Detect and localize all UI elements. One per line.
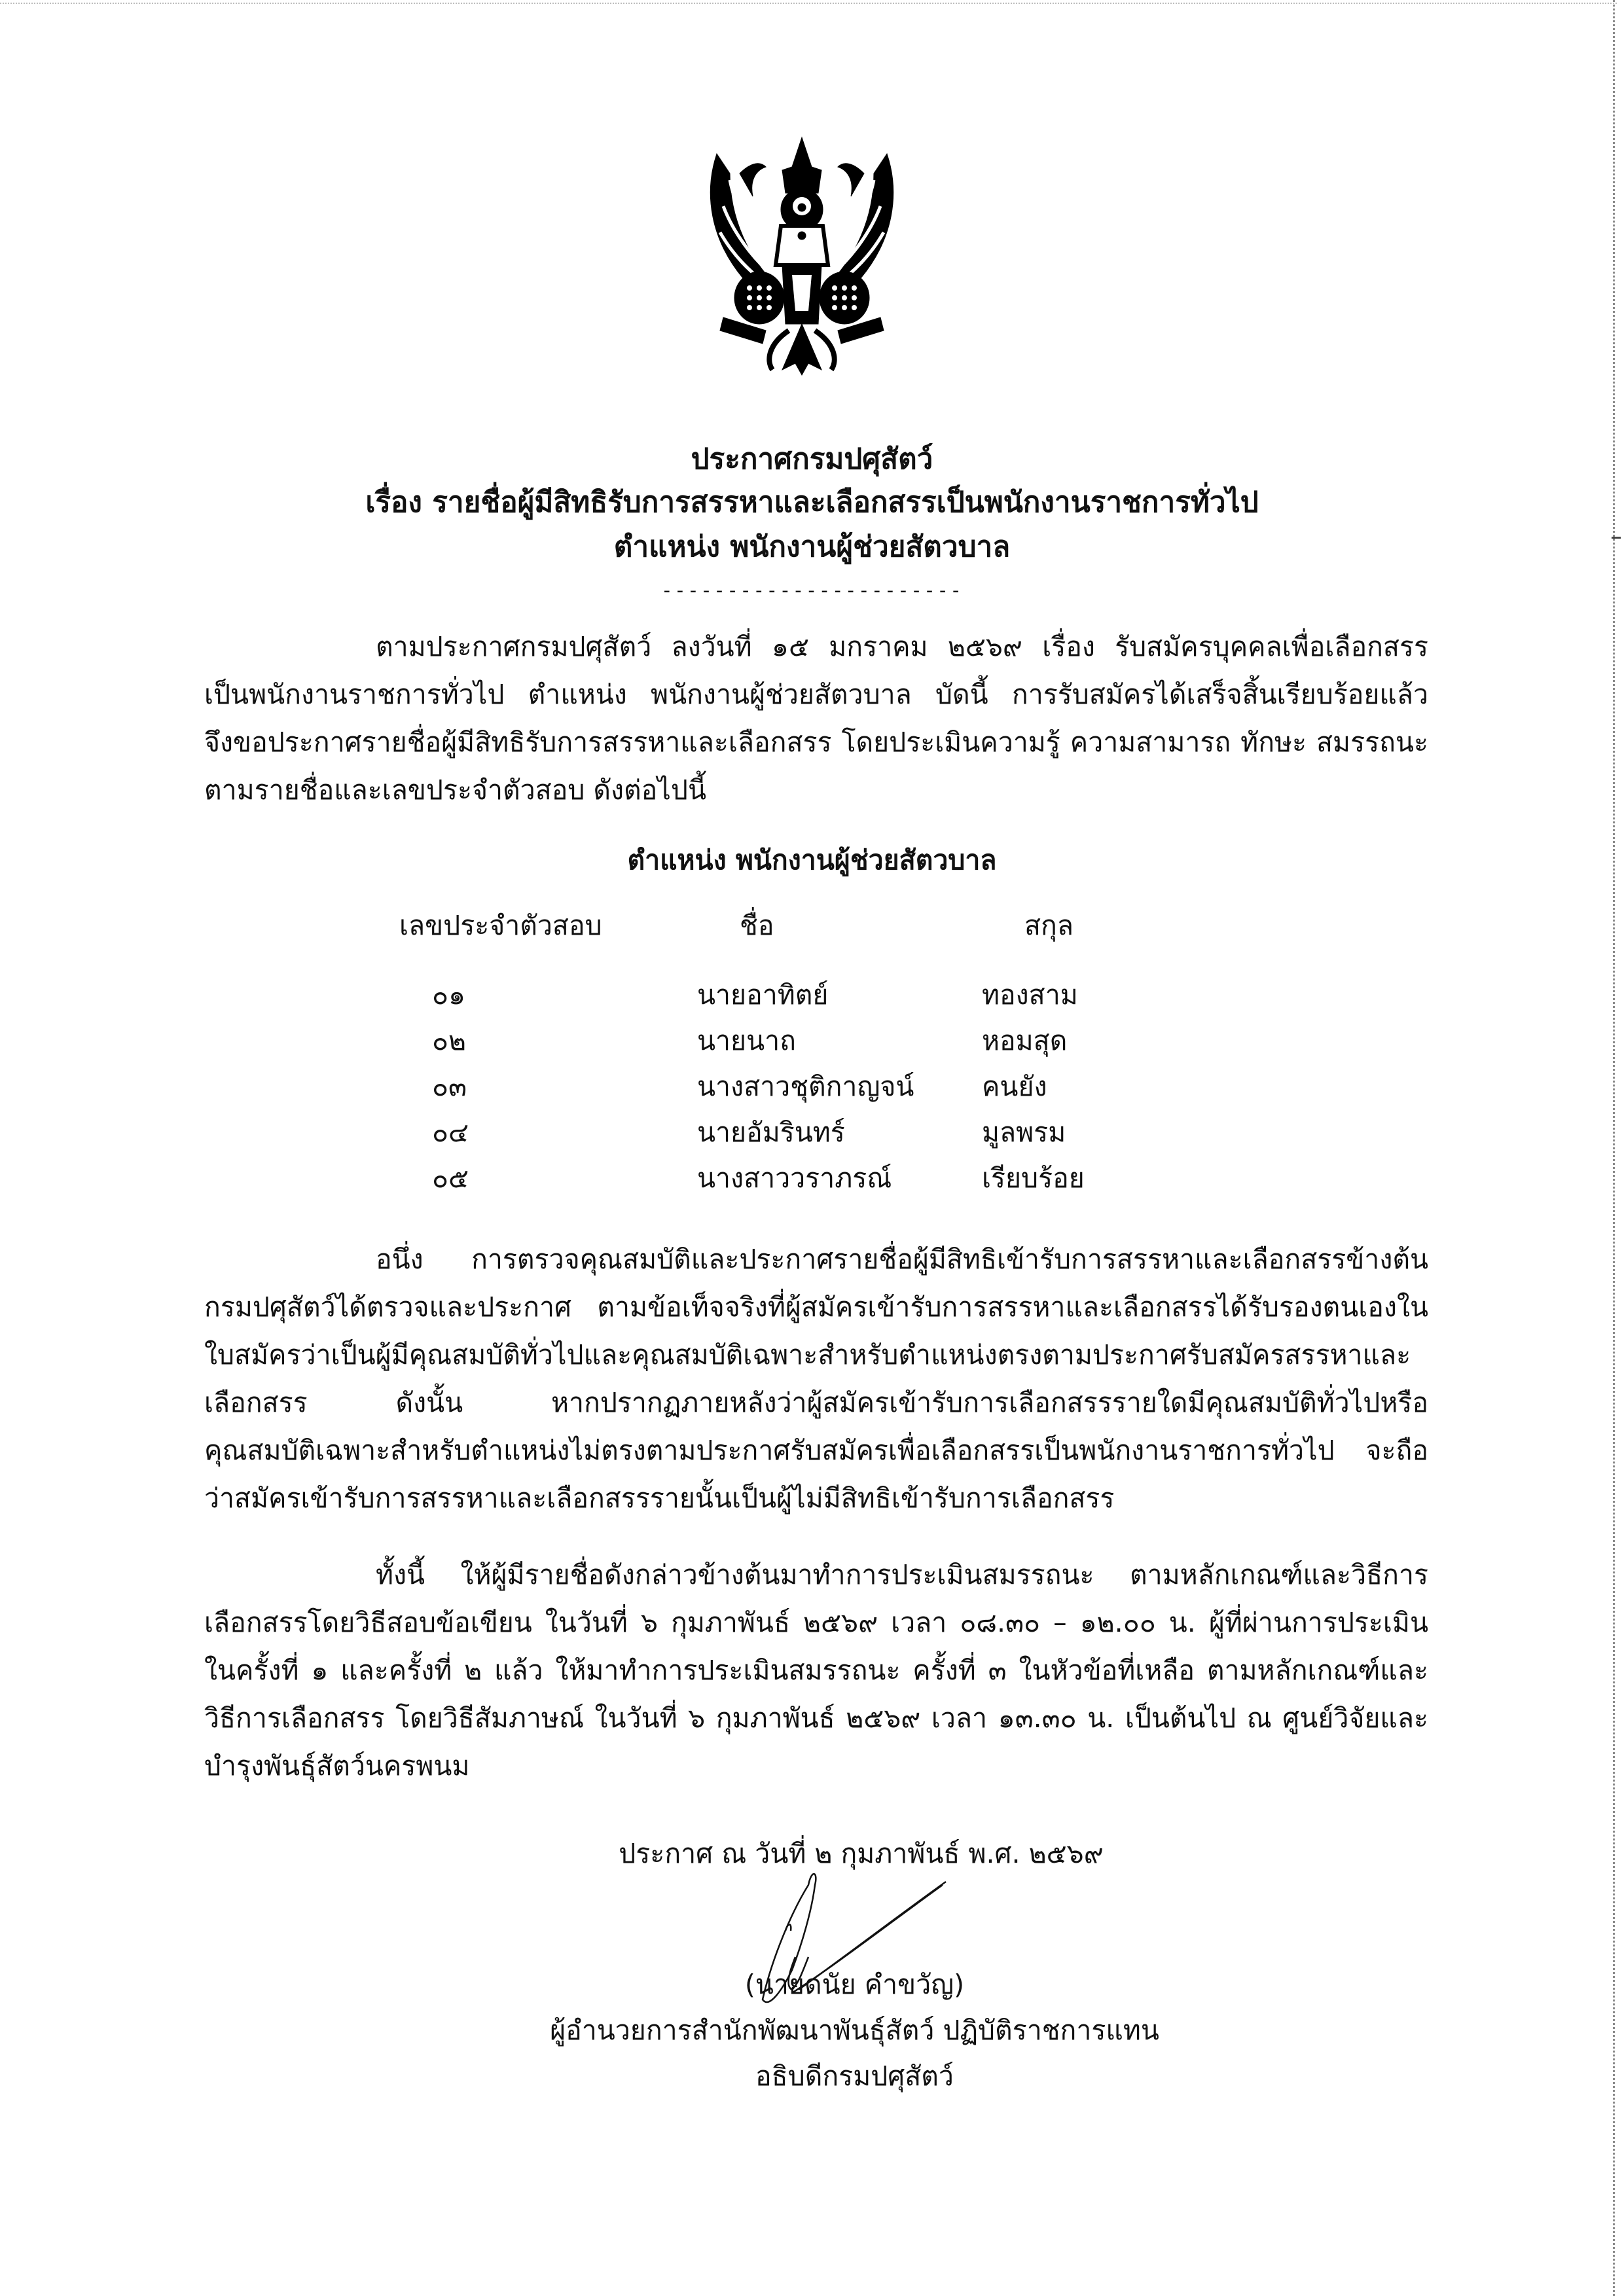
candidate-surname: มูลพรม xyxy=(982,1117,1066,1148)
scan-artifact-right-edge xyxy=(1613,0,1615,2296)
paragraph-qualification-note xyxy=(204,1236,1428,1522)
signatory-title: ผู้อำนวยการสำนักพัฒนาพันธุ์สัตว์ ปฏิบัติราชการแทน xyxy=(550,2015,1159,2046)
paragraph-line: วิธีการเลือกสรร โดยวิธีสัมภาษณ์ ในวันที่ ๖ กุมภาพันธ์ ๒๕๖๙ เวลา ๑๓.๓๐ น. เป็นต้นไป ณ ศูนย์วิจัยและ xyxy=(204,1702,1428,1734)
paragraph-line: อนึ่ง การตรวจคุณสมบัติและประกาศรายชื่อผู้มีสิทธิเข้ารับการสรรหาและเลือกสรรข้างต้น xyxy=(376,1244,1428,1275)
exam-id: ๐๒ xyxy=(432,1025,467,1056)
candidate-surname: เรียบร้อย xyxy=(982,1162,1085,1194)
paragraph-line: ตามประกาศกรมปศุสัตว์ ลงวันที่ ๑๕ มกราคม ๒๕๖๙ เรื่อง รับสมัครบุคคลเพื่อเลือกสรร xyxy=(376,631,1428,662)
paragraph-intro xyxy=(204,623,1428,814)
paragraph-line: ทั้งนี้ ให้ผู้มีรายชื่อดังกล่าวข้างต้นมาทำการประเมินสมรรถนะ ตามหลักเกณฑ์และวิธีการ xyxy=(376,1559,1428,1590)
column-header-exam-id: เลขประจำตัวสอบ xyxy=(399,910,602,941)
announcement-title: ประกาศกรมปศุสัตว์ xyxy=(691,442,933,476)
signatory-name: (นายดนัย คำขวัญ) xyxy=(744,1969,965,2000)
candidate-surname: ทองสาม xyxy=(982,979,1078,1011)
paragraph-line: เลือกสรร ดังนั้น หากปรากฏภายหลังว่าผู้สมัครเข้ารับการเลือกสรรรายใดมีคุณสมบัติทั่วไปหรือ xyxy=(204,1387,1428,1418)
header-separator: ----------------------- xyxy=(660,579,964,602)
candidate-name: นางสาวชุติกาญจน์ xyxy=(697,1071,914,1102)
candidate-name: นายอาทิตย์ xyxy=(697,979,829,1011)
signatory-office: อธิบดีกรมปศุสัตว์ xyxy=(755,2060,954,2092)
exam-id: ๐๑ xyxy=(432,979,466,1011)
paragraph-line: ตามรายชื่อและเลขประจำตัวสอบ ดังต่อไปนี้ xyxy=(204,774,706,806)
column-header-name: ชื่อ xyxy=(740,910,774,941)
candidate-surname: คนยัง xyxy=(982,1071,1047,1102)
column-header-surname: สกุล xyxy=(1024,910,1074,941)
announcement-subject: เรื่อง รายชื่อผู้มีสิทธิรับการสรรหาและเลือกสรรเป็นพนักงานราชการทั่วไป xyxy=(365,486,1259,519)
exam-id: ๐๔ xyxy=(432,1117,469,1148)
paragraph-line: เป็นพนักงานราชการทั่วไป ตำแหน่ง พนักงานผู้ช่วยสัตวบาล บัดนี้ การรับสมัครได้เสร็จสิ้นเรียบร้อยแล้ว xyxy=(204,679,1428,710)
paragraph-line: ว่าสมัครเข้ารับการสรรหาและเลือกสรรรายนั้นเป็นผู้ไม่มีสิทธิเข้ารับการเลือกสรร xyxy=(204,1482,1115,1514)
announcement-date: ประกาศ ณ วันที่ ๒ กุมภาพันธ์ พ.ศ. ๒๕๖๙ xyxy=(619,1838,1104,1869)
candidate-surname: หอมสุด xyxy=(982,1025,1068,1056)
scan-artifact-top-edge xyxy=(0,3,1617,4)
candidate-name: นางสาววราภรณ์ xyxy=(697,1162,892,1194)
paragraph-line: กรมปศุสัตว์ได้ตรวจและประกาศ ตามข้อเท็จจริงที่ผู้สมัครเข้ารับการสรรหาและเลือกสรรได้รับรองตนเองใน xyxy=(204,1291,1428,1323)
paragraph-line: ในครั้งที่ ๑ และครั้งที่ ๒ แล้ว ให้มาทำการประเมินสมรรถนะ ครั้งที่ ๓ ในหัวข้อที่เหลือ ตามหลักเกณฑ์และ xyxy=(204,1655,1428,1686)
candidate-name: นายนาถ xyxy=(697,1025,796,1056)
paragraph-line: จึงขอประกาศรายชื่อผู้มีสิทธิรับการสรรหาและเลือกสรร โดยประเมินความรู้ ความสามารถ ทักษะ สมรรถนะ xyxy=(204,726,1428,758)
announcement-position: ตำแหน่ง พนักงานผู้ช่วยสัตวบาล xyxy=(613,530,1011,564)
paragraph-line: บำรุงพันธุ์สัตว์นครพนม xyxy=(204,1750,470,1782)
paragraph-assessment-schedule xyxy=(204,1551,1428,1790)
exam-id: ๐๓ xyxy=(432,1071,467,1102)
paragraph-line: เลือกสรรโดยวิธีสอบข้อเขียน ในวันที่ ๖ กุมภาพันธ์ ๒๕๖๙ เวลา ๐๘.๓๐ – ๑๒.๐๐ น. ผู้ที่ผ่านการประเมิน xyxy=(204,1607,1428,1638)
paragraph-line: คุณสมบัติเฉพาะสำหรับตำแหน่งไม่ตรงตามประกาศรับสมัครเพื่อเลือกสรรเป็นพนักงานราชการทั่วไป จะถือ xyxy=(204,1435,1428,1466)
paragraph-line: ใบสมัครว่าเป็นผู้มีคุณสมบัติทั่วไปและคุณสมบัติเฉพาะสำหรับตำแหน่งตรงตามประกาศรับสมัครสรรหาและ xyxy=(204,1339,1411,1371)
garuda-emblem-icon xyxy=(704,134,900,376)
exam-id: ๐๕ xyxy=(432,1162,469,1194)
candidate-name: นายอัมรินทร์ xyxy=(697,1117,845,1148)
position-heading: ตำแหน่ง พนักงานผู้ช่วยสัตวบาล xyxy=(627,844,997,876)
